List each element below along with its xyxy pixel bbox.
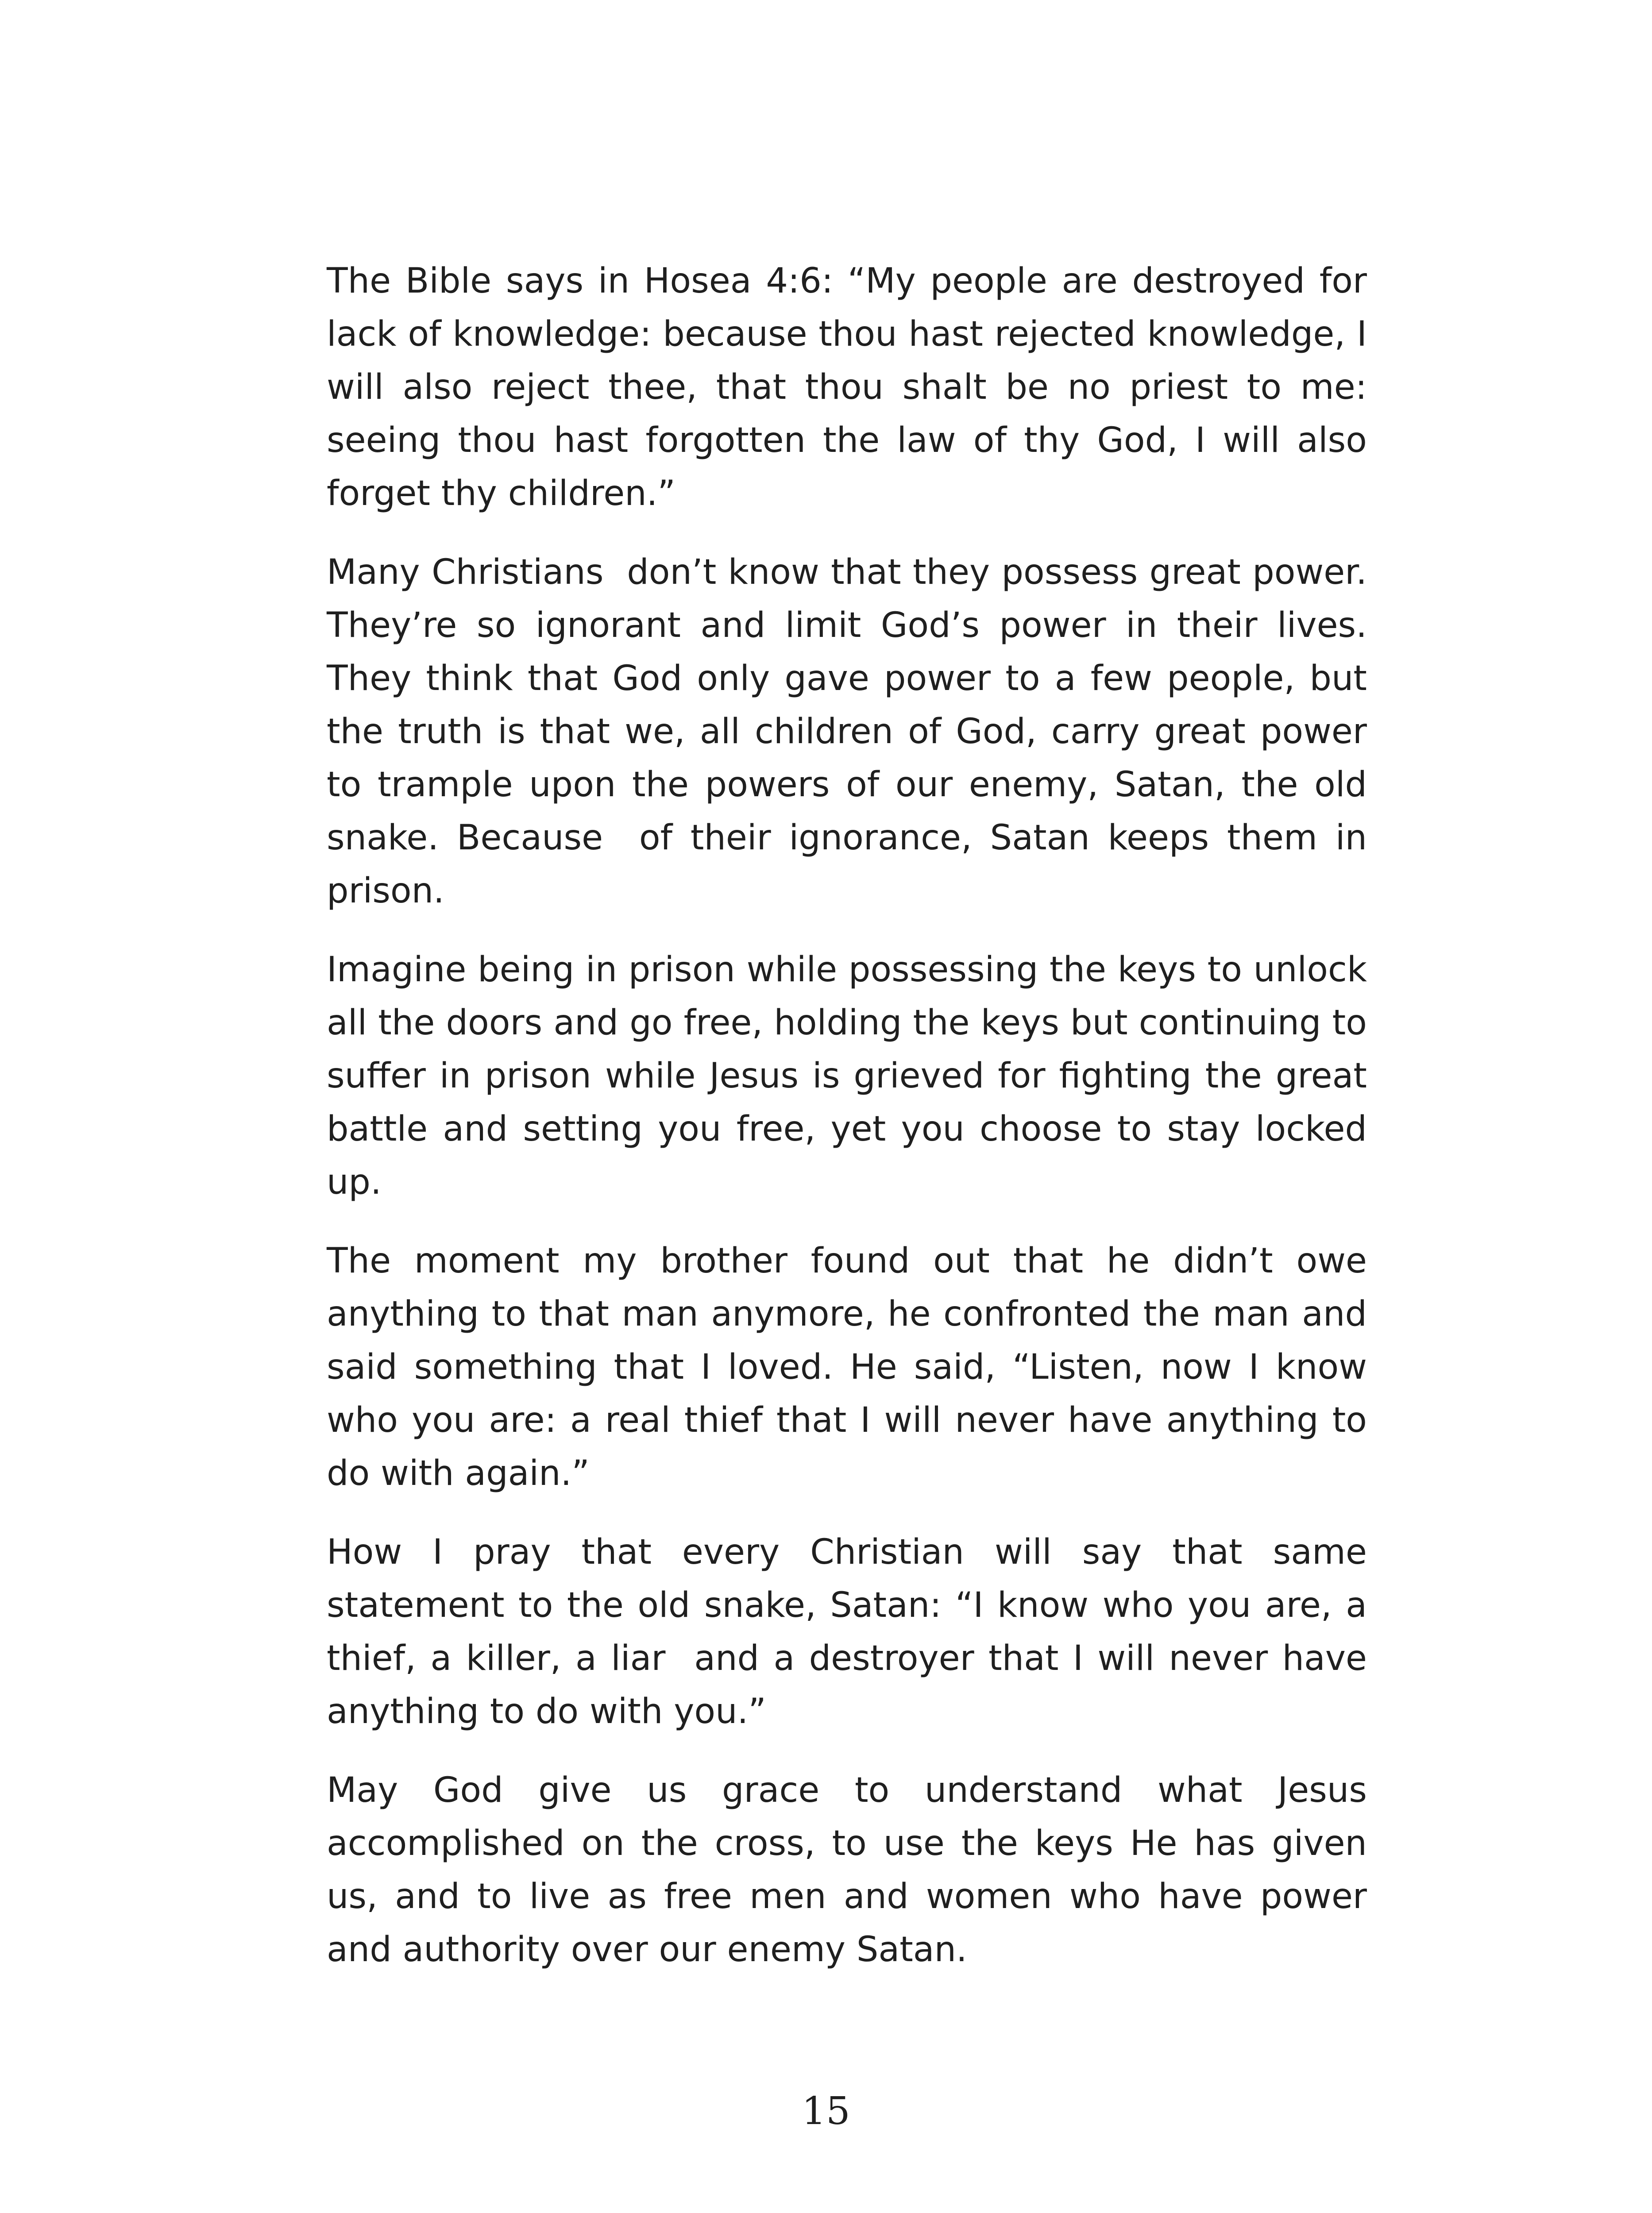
paragraph-5: How I pray that every Christian will say that same statement to the old snake, Satan: “I know who you are, a thief, a killer, a liar and a destroyer that I will never have anything to do with you.” <box>327 1532 1378 1731</box>
paragraph-2: Many Christians don’t know that they possess great power. They’re so ignorant and limit God’s power in their lives. They think that God only gave power to a few people, but the truth is that we, all children of God, carry great power to trample upon the powers of our enemy, Satan, the old snake. Because of their ignorance, Satan keeps them in prison. <box>327 552 1378 911</box>
paragraph-6: May God give us grace to understand what Jesus accomplished on the cross, to use the keys He has given us, and to live as free men and women who have power and authority over our enemy Satan. <box>327 1770 1378 1970</box>
page-number: 15 <box>802 2089 850 2133</box>
paragraph-3: Imagine being in prison while possessing the keys to unlock all the doors and go free, holding the keys but continuing to suffer in prison while Jesus is grieved for fighting the great battle and setting you free, yet you choose to stay locked up. <box>327 950 1378 1202</box>
body-text <box>327 254 1378 2002</box>
paragraph-1: The Bible says in Hosea 4:6: “My people are destroyed for lack of knowledge: because thou hast rejected knowledge, I will also reject thee, that thou shalt be no priest to me: seeing thou hast forgotten the law of thy God, I will also forget thy children.” <box>327 261 1378 513</box>
paragraph-4: The moment my brother found out that he didn’t owe anything to that man anymore, he confronted the man and said something that I loved. He said, “Listen, now I know who you are: a real thief that I will never have anything to do with again.” <box>327 1241 1378 1493</box>
